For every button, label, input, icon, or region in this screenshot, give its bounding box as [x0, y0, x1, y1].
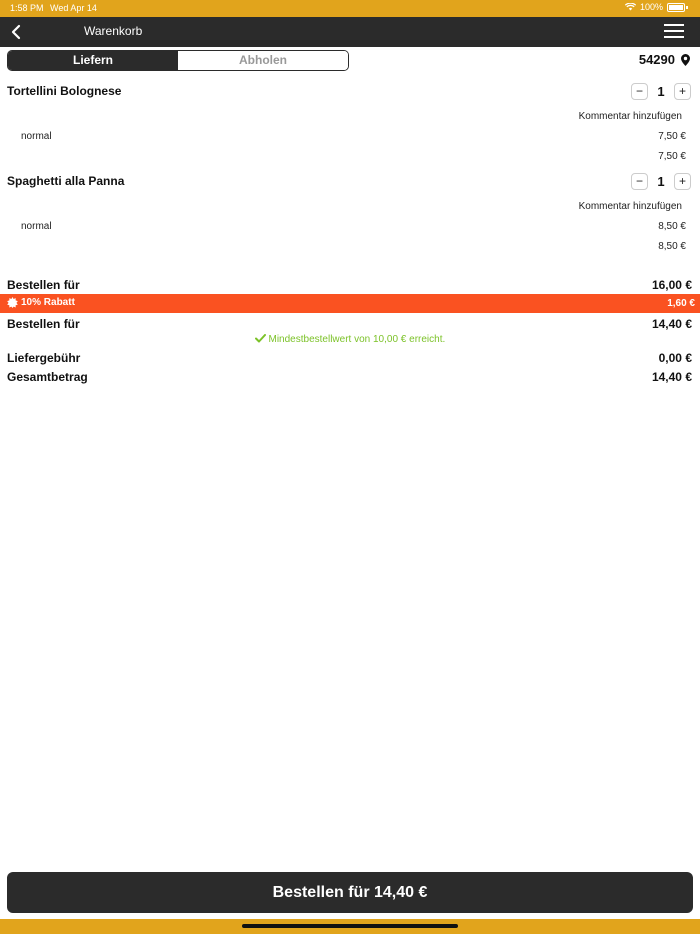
- place-order-button[interactable]: Bestellen für 14,40 €: [7, 872, 693, 913]
- variant-price: 8,50 €: [658, 221, 686, 232]
- home-indicator[interactable]: [242, 924, 458, 928]
- tab-abholen[interactable]: Abholen: [178, 51, 348, 70]
- discount-label-wrap: [7, 297, 75, 308]
- total-row: [7, 370, 692, 384]
- quantity-stepper: [631, 83, 691, 100]
- after-discount-label: Bestellen für: [7, 317, 80, 331]
- variant-price: 7,50 €: [658, 131, 686, 142]
- decrease-button[interactable]: −: [631, 83, 648, 100]
- hamburger-menu-icon[interactable]: [664, 24, 684, 40]
- tab-liefern[interactable]: Liefern: [8, 51, 178, 70]
- after-discount-value: 14,40 €: [651, 317, 692, 331]
- item-variant: normal: [21, 221, 52, 232]
- bottom-bar: [0, 919, 700, 934]
- discount-row: [0, 294, 700, 313]
- delivery-fee-label: Liefergebühr: [7, 351, 81, 365]
- checkmark-icon: [255, 334, 266, 343]
- location-pin-icon: [681, 54, 690, 66]
- total-value: 14,40 €: [651, 370, 692, 384]
- decrease-button[interactable]: −: [631, 173, 648, 190]
- cart-item-name: Tortellini Bolognese: [7, 84, 122, 98]
- increase-button[interactable]: +: [674, 83, 691, 100]
- add-comment-link[interactable]: Kommentar hinzufügen: [578, 201, 682, 212]
- delivery-mode-segment: [7, 50, 349, 71]
- minimum-order-note: [0, 334, 700, 345]
- battery-percent: 100%: [639, 2, 663, 12]
- item-total: 7,50 €: [658, 151, 686, 162]
- discount-value: 1,60 €: [667, 298, 695, 309]
- cart-item-name: Spaghetti alla Panna: [7, 174, 125, 188]
- after-discount-row: [7, 317, 692, 331]
- quantity-value: 1: [657, 84, 665, 99]
- delivery-fee-value: 0,00 €: [658, 351, 692, 365]
- postal-code[interactable]: [639, 52, 690, 67]
- add-comment-link[interactable]: Kommentar hinzufügen: [578, 111, 682, 122]
- page-title: Warenkorb: [84, 24, 143, 38]
- minimum-order-text: Mindestbestellwert von 10,00 € erreicht.: [268, 334, 446, 345]
- postal-code-value: 54290: [638, 52, 675, 67]
- delivery-fee-row: [7, 351, 692, 365]
- badge-icon: [7, 297, 18, 308]
- quantity-stepper: [631, 173, 691, 190]
- status-date: Wed Apr 14: [50, 3, 97, 13]
- item-total: 8,50 €: [658, 241, 686, 252]
- subtotal-row: [7, 278, 692, 292]
- wifi-icon: [625, 3, 636, 11]
- status-time: 1:58 PM: [10, 3, 44, 13]
- subtotal-label: Bestellen für: [7, 278, 80, 292]
- total-label: Gesamtbetrag: [7, 370, 88, 384]
- nav-bar: [0, 17, 700, 47]
- back-icon[interactable]: [8, 22, 26, 42]
- item-variant: normal: [21, 131, 52, 142]
- status-bar: [0, 0, 700, 17]
- subtotal-value: 16,00 €: [651, 278, 692, 292]
- battery-cap: [686, 6, 688, 9]
- status-right: [625, 2, 688, 12]
- discount-label: 10% Rabatt: [21, 297, 75, 308]
- battery-icon: [667, 3, 685, 12]
- increase-button[interactable]: +: [674, 173, 691, 190]
- quantity-value: 1: [657, 174, 665, 189]
